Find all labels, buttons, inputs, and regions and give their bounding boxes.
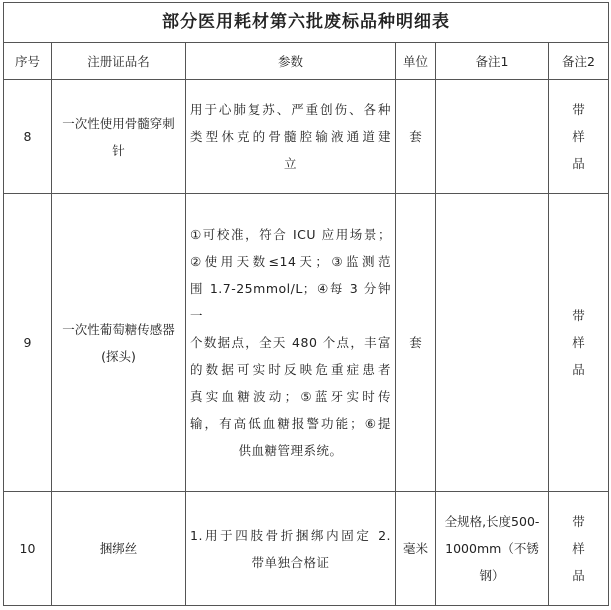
row-params [186,80,396,194]
row-note2: 带样品 [549,492,609,606]
header-note2: 备注2 [549,43,609,80]
row-note1 [436,194,549,492]
param-line: 输，有高低血糖报警功能；⑥提 [190,416,391,431]
param-line: 用于心肺复苏、严重创伤、各种 [190,102,391,117]
row-no: 10 [4,492,52,606]
row-params [186,492,396,606]
param-line: 1.用于四肢骨折捆绑内固定 2. [190,527,391,543]
param-line: 供血糖管理系统。 [238,443,343,458]
row-unit: 套 [396,80,436,194]
param-line: 真实血糖波动；⑤蓝牙实时传 [190,389,391,404]
row-note2: 带样品 [549,80,609,194]
param-line: ①可校准，符合 ICU 应用场景； [190,227,391,242]
row-unit: 毫米 [396,492,436,606]
header-row [4,43,609,80]
row-params [186,194,396,492]
detail-table [3,2,609,606]
param-line: 的数据可实时反映危重症患者 [190,362,391,377]
row-note1: 全规格,长度500-1000mm（不锈钢） [436,492,549,606]
param-line: 立 [283,156,297,171]
header-name: 注册证品名 [52,43,186,80]
header-unit: 单位 [396,43,436,80]
row-unit: 套 [396,194,436,492]
row-no: 8 [4,80,52,194]
row-name: 一次性葡萄糖传感器(探头) [52,194,186,492]
row-note2: 带样品 [549,194,609,492]
table-title: 部分医用耗材第六批废标品种明细表 [4,3,609,43]
table-row [4,194,609,492]
row-no: 9 [4,194,52,492]
param-line: 围 1.7-25mmol/L；④每 3 分钟一 [190,281,391,323]
header-note1: 备注1 [436,43,549,80]
row-note1 [436,80,549,194]
row-name: 捆绑丝 [52,492,186,606]
row-name: 一次性使用骨髓穿刺针 [52,80,186,194]
param-line: 个数据点，全天 480 个点，丰富 [190,335,391,350]
table-row [4,492,609,606]
header-params: 参数 [186,43,396,80]
param-line: 类型休克的骨髓腔输液通道建 [190,129,391,144]
param-line: ②使用天数≤14天；③监测范 [190,254,391,269]
header-no: 序号 [4,43,52,80]
param-line: 带单独合格证 [251,554,330,570]
table-row [4,80,609,194]
